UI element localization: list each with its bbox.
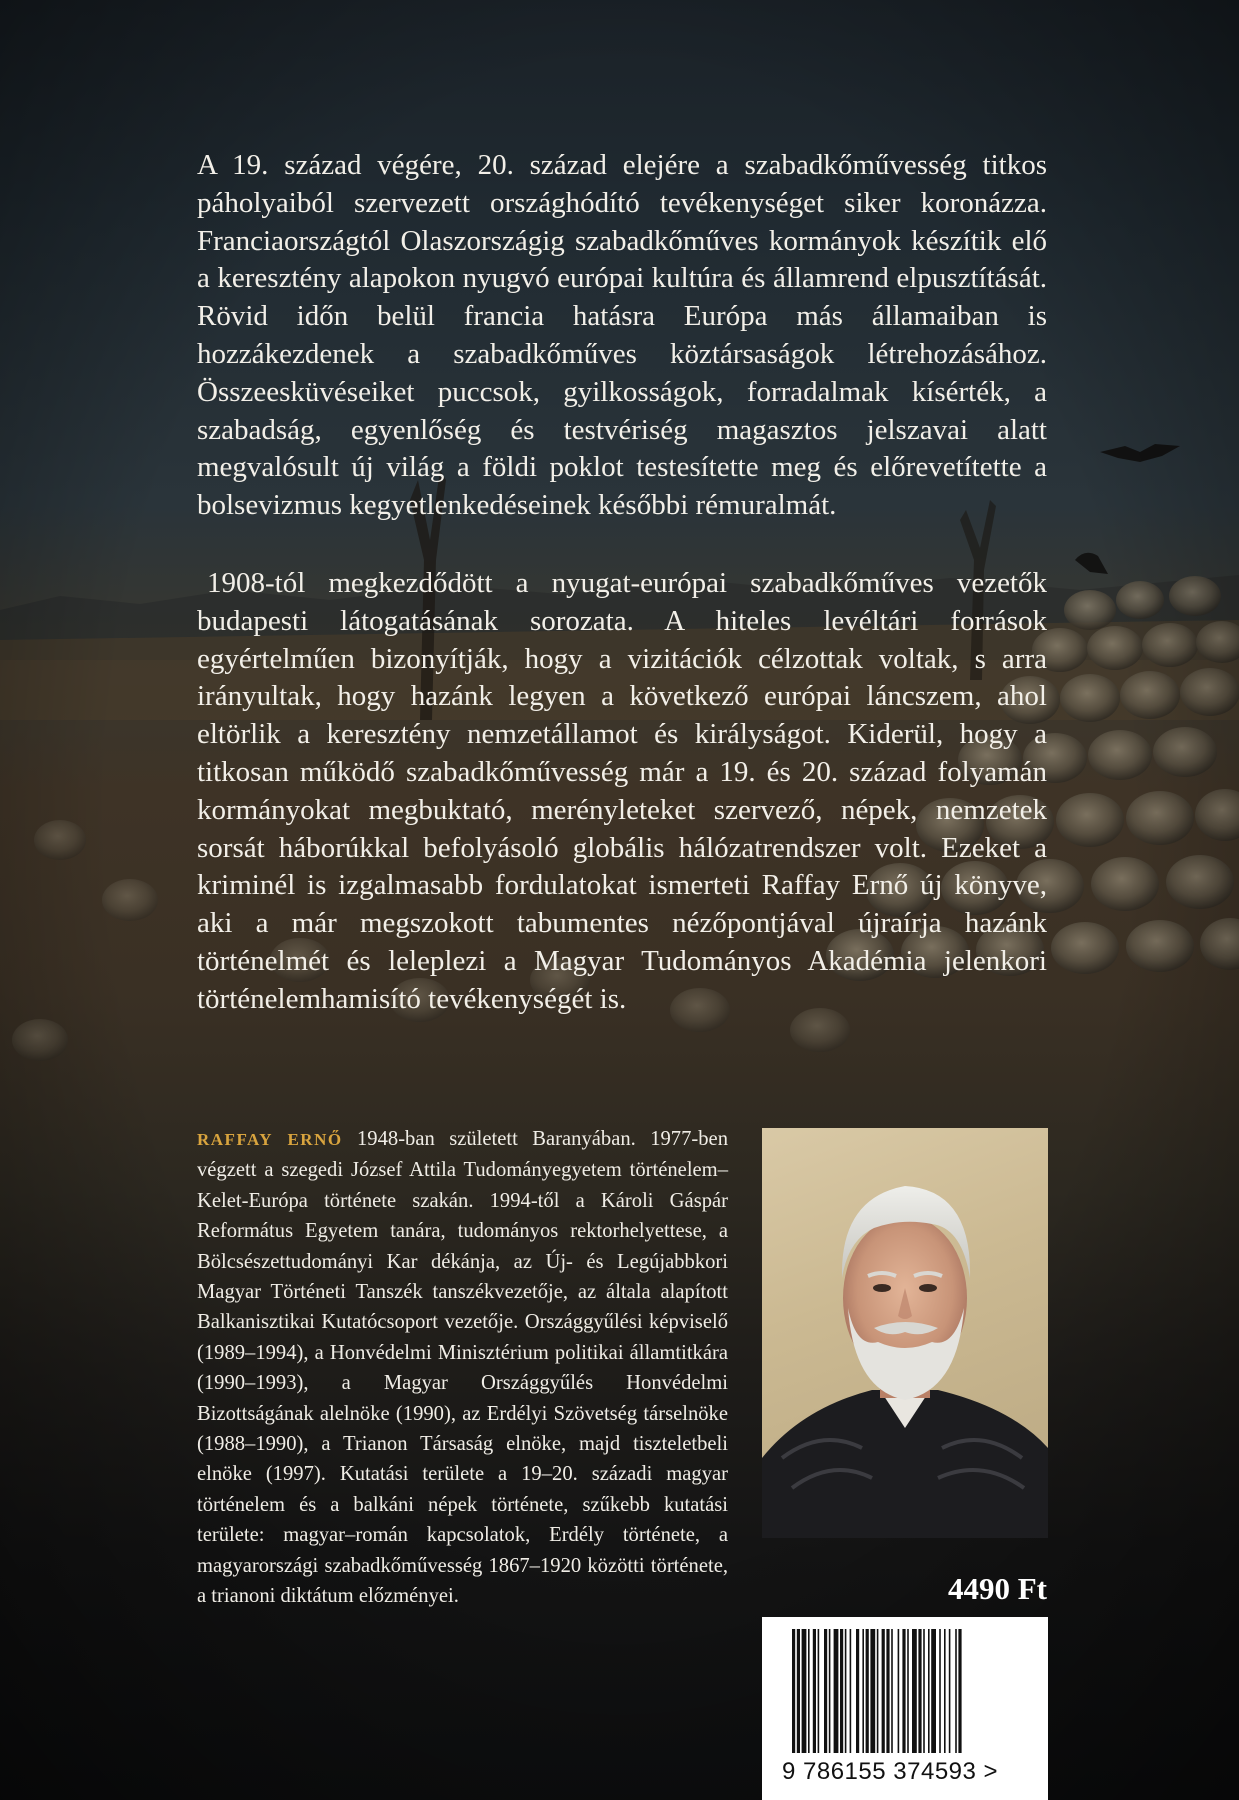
barcode-bar (902, 1629, 905, 1753)
barcode-bar (939, 1629, 941, 1753)
barcode-bar (802, 1629, 807, 1753)
barcode-bar (949, 1629, 951, 1753)
barcode-bar (862, 1629, 864, 1753)
barcode-bar (829, 1629, 831, 1753)
barcode-bar (955, 1629, 957, 1753)
barcode-bar (898, 1629, 900, 1753)
barcode-bar (808, 1629, 810, 1753)
barcode-bar (882, 1629, 885, 1753)
author-bio (197, 1124, 728, 1612)
barcode-bar (877, 1629, 879, 1753)
price: 4490 Ft (947, 1571, 1047, 1606)
barcode-bar (918, 1629, 921, 1753)
barcode-bars (762, 1617, 1048, 1757)
description-paragraph-1: A 19. század végére, 20. század elejére a szabadkőművesség titkos páholyaiból szervezett országhódító tevékenységet siker koronázza. Franciaországtól Olaszországig szabadkőműves kormányok készítik elő a keresztény alapokon nyugvó európai kultúra és államrend elpusztítását. Rövid időn belül francia hatásra Európa más államaiban is hozzákezdenek a szabadkőműves köztársaságok létrehozásához. Összeesküvéseiket puccsok, gyilkosságok, forradalmak kísérték, a szabadság, egyenlőség és testvériség magasztos jelszavai alatt megvalósult új világ a földi poklot testesítette meg és előrevetítette a bolsevizmus kegyetlenkedéseinek későbbi rémuralmát. (197, 149, 1047, 522)
barcode-bar (944, 1629, 946, 1753)
barcode-bar (824, 1629, 827, 1753)
barcode-bar (797, 1629, 800, 1753)
barcode-bar (856, 1629, 859, 1753)
barcode-bar (912, 1629, 917, 1753)
barcode-bar (866, 1629, 869, 1753)
barcode-bar (870, 1629, 875, 1753)
description-paragraph-2: 1908-tól megkezdődött a nyugat-európai szabadkőműves vezetők budapesti látogatásának sorozata. A hiteles levéltári források egyértelműen bizonyítják, hogy a vizitációk célzottak voltak, s arra irányultak, hogy hazánk legyen a következő európai láncszem, ahol eltörlik a keresztény nemzetállamot és királyságot. Kiderül, hogy a titkosan működő szabadkőművesség már a 19. és 20. század folyamán kormányokat megbuktató, merényleteket szervező, népek, nemzetek sorsát háborúkkal befolyásoló globális hálózatrendszer volt. Ezeket a kriminél is izgalmasabb fordulatokat ismerteti Raffay Ernő új könyve, aki a már megszokott tabumentes nézőpontjával újraírja hazánk történelmét és leleplezi a Magyar Tudományos Akadémia jelenkori történelemhamisító tevékenységét is. (197, 567, 1047, 1015)
barcode-bar (850, 1629, 852, 1753)
barcode-bar (818, 1629, 820, 1753)
barcode-bar (928, 1629, 930, 1753)
barcode-bar (792, 1629, 795, 1753)
barcode-bar (907, 1629, 909, 1753)
barcode-bar (840, 1629, 843, 1753)
author-photo (762, 1128, 1048, 1538)
barcode-bar (931, 1629, 936, 1753)
author-name: RAFFAY ERNŐ (197, 1130, 343, 1149)
barcode-bar (845, 1629, 847, 1753)
barcode-bar (923, 1629, 925, 1753)
barcode (762, 1617, 1048, 1800)
barcode-bar (958, 1629, 961, 1753)
barcode-bar (813, 1629, 816, 1753)
barcode-bar (834, 1629, 839, 1753)
author-bio-text: 1948-ban született Baranyában. 1977-ben végzett a szegedi József Attila Tudományegyetem történelem–Kelet-Európa története szakán. 1994-től a Károli Gáspár Református Egyetem tanára, tudományos rektorhelyettese, a Bölcsészettudományi Kar dékánja, az Új- és Legújabbkori Magyar Történeti Tanszék tanszékvezetője, az általa alapított Balkanisztikai Kutatócsoport vezetője. Országgyűlési képviselő (1989–1994), a Honvédelmi Minisztérium politikai államtitkára (1990–1993), a Magyar Országgyűlés Honvédelmi Bizottságának alelnöke (1990), az Erdélyi Szövetség társelnöke (1988–1990), a Trianon Társaság elnöke, majd tiszteletbeli elnöke (1997). Kutatási területe a 19–20. századi magyar történelem és a balkáni népek története, szűkebb kutatási területe: magyar–román kapcsolatok, Erdély története, a magyarországi szabadkőművesség 1867–1920 közötti története, a trianoni diktátum előzményei. (197, 1128, 728, 1608)
barcode-bar (886, 1629, 889, 1753)
barcode-bar (891, 1629, 893, 1753)
isbn-number: 9 786155 374593 > (782, 1758, 999, 1785)
